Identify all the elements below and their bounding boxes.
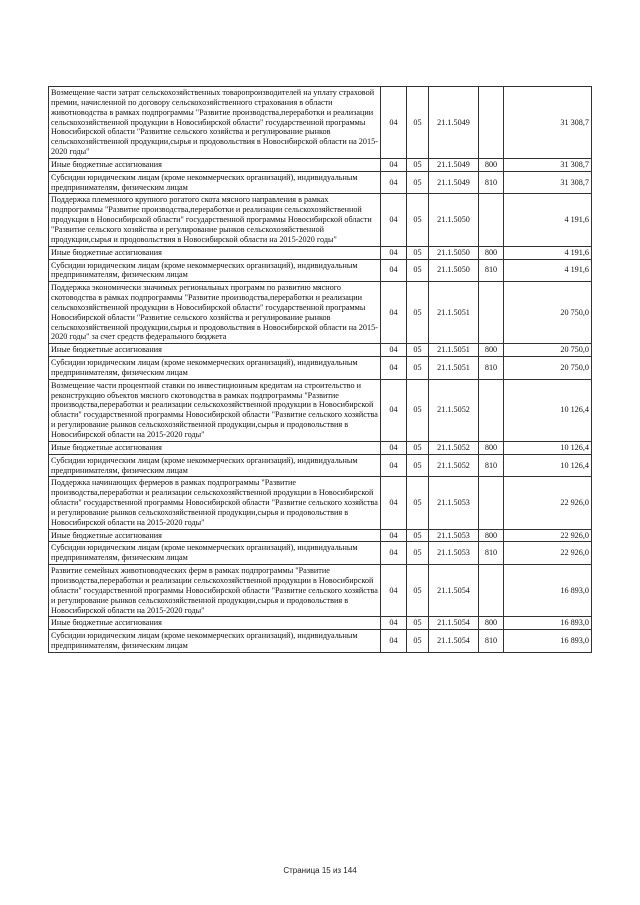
row-name-cell: Поддержка экономически значимых региональных программ по развитию мясного скотоводства в рамках подпрограммы "Развитие производства,переработки и реализации сельскохозяйственной продукции в Новосибирской области" государственной программы Новосибирской области "Развитие сельского хозяйства и регулирование рынков сельскохозяйственной продукции,сырья и продовольствия в Новосибирской области на 2015-2020 годы" за счет средств федерального бюджета xyxy=(49,282,381,344)
section-code-cell: 04 xyxy=(381,87,407,159)
target-item-cell: 21.1.5051 xyxy=(429,344,479,357)
row-name-cell: Субсидии юридическим лицам (кроме некоммерческих организаций), индивидуальным предпринимателям, физическим лицам xyxy=(49,259,381,282)
section-code-cell: 04 xyxy=(381,282,407,344)
amount-cell: 16 893,0 xyxy=(504,617,592,630)
table-row xyxy=(49,454,592,477)
target-item-cell: 21.1.5053 xyxy=(429,529,479,542)
row-name-cell: Субсидии юридическим лицам (кроме некоммерческих организаций), индивидуальным предпринимателям, физическим лицам xyxy=(49,357,381,380)
expense-type-cell xyxy=(479,87,504,159)
row-name-cell: Иные бюджетные ассигнования xyxy=(49,158,381,171)
target-item-cell: 21.1.5053 xyxy=(429,542,479,565)
section-code-cell: 04 xyxy=(381,477,407,529)
table-row xyxy=(49,357,592,380)
budget-table-body xyxy=(49,87,592,653)
section-code-cell: 04 xyxy=(381,529,407,542)
table-row xyxy=(49,344,592,357)
target-item-cell: 21.1.5054 xyxy=(429,617,479,630)
row-name-cell: Иные бюджетные ассигнования xyxy=(49,617,381,630)
subsection-code-cell: 05 xyxy=(407,282,429,344)
expense-type-cell: 810 xyxy=(479,357,504,380)
table-row xyxy=(49,529,592,542)
amount-cell: 4 191,6 xyxy=(504,246,592,259)
target-item-cell: 21.1.5050 xyxy=(429,246,479,259)
subsection-code-cell: 05 xyxy=(407,246,429,259)
amount-cell: 22 926,0 xyxy=(504,529,592,542)
subsection-code-cell: 05 xyxy=(407,194,429,246)
section-code-cell: 04 xyxy=(381,259,407,282)
row-name-cell: Иные бюджетные ассигнования xyxy=(49,246,381,259)
section-code-cell: 04 xyxy=(381,542,407,565)
target-item-cell: 21.1.5051 xyxy=(429,282,479,344)
amount-cell: 31 308,7 xyxy=(504,171,592,194)
amount-cell: 31 308,7 xyxy=(504,87,592,159)
expense-type-cell xyxy=(479,379,504,441)
table-row xyxy=(49,565,592,617)
section-code-cell: 04 xyxy=(381,171,407,194)
amount-cell: 31 308,7 xyxy=(504,158,592,171)
expense-type-cell: 800 xyxy=(479,617,504,630)
expense-type-cell: 800 xyxy=(479,246,504,259)
expense-type-cell: 810 xyxy=(479,454,504,477)
table-row xyxy=(49,617,592,630)
expense-type-cell xyxy=(479,282,504,344)
subsection-code-cell: 05 xyxy=(407,441,429,454)
table-row xyxy=(49,630,592,653)
target-item-cell: 21.1.5052 xyxy=(429,379,479,441)
subsection-code-cell: 05 xyxy=(407,344,429,357)
target-item-cell: 21.1.5054 xyxy=(429,565,479,617)
amount-cell: 20 750,0 xyxy=(504,344,592,357)
subsection-code-cell: 05 xyxy=(407,529,429,542)
subsection-code-cell: 05 xyxy=(407,87,429,159)
section-code-cell: 04 xyxy=(381,454,407,477)
expense-type-cell: 810 xyxy=(479,542,504,565)
target-item-cell: 21.1.5052 xyxy=(429,441,479,454)
target-item-cell: 21.1.5049 xyxy=(429,158,479,171)
table-row xyxy=(49,158,592,171)
row-name-cell: Субсидии юридическим лицам (кроме некоммерческих организаций), индивидуальным предпринимателям, физическим лицам xyxy=(49,171,381,194)
row-name-cell: Иные бюджетные ассигнования xyxy=(49,529,381,542)
section-code-cell: 04 xyxy=(381,357,407,380)
section-code-cell: 04 xyxy=(381,617,407,630)
subsection-code-cell: 05 xyxy=(407,379,429,441)
expense-type-cell xyxy=(479,477,504,529)
table-row xyxy=(49,246,592,259)
row-name-cell: Поддержка начинающих фермеров в рамках подпрограммы "Развитие производства,переработки и реализации сельскохозяйственной продукции в Новосибирской области" государственной программы Новосибирской области "Развитие сельского хозяйства и регулирование рынков сельскохозяйственной продукции,сырья и продовольствия в Новосибирской области на 2015-2020 годы" xyxy=(49,477,381,529)
section-code-cell: 04 xyxy=(381,194,407,246)
amount-cell: 4 191,6 xyxy=(504,259,592,282)
budget-table xyxy=(48,86,592,653)
amount-cell: 16 893,0 xyxy=(504,630,592,653)
target-item-cell: 21.1.5053 xyxy=(429,477,479,529)
subsection-code-cell: 05 xyxy=(407,477,429,529)
amount-cell: 22 926,0 xyxy=(504,542,592,565)
expense-type-cell xyxy=(479,194,504,246)
expense-type-cell: 810 xyxy=(479,171,504,194)
amount-cell: 10 126,4 xyxy=(504,454,592,477)
target-item-cell: 21.1.5054 xyxy=(429,630,479,653)
target-item-cell: 21.1.5050 xyxy=(429,259,479,282)
row-name-cell: Возмещение части процентной ставки по инвестиционным кредитам на строительство и реконструкцию объектов мясного скотоводства в рамках подпрограммы "Развитие производства,переработки и реализации сельскохозяйственной продукции в Новосибирской области" государственной программы Новосибирской области "Развитие сельского хозяйства и регулирование рынков сельскохозяйственной продукции,сырья и продовольствия в Новосибирской области на 2015-2020 годы" xyxy=(49,379,381,441)
table-row xyxy=(49,542,592,565)
row-name-cell: Субсидии юридическим лицам (кроме некоммерческих организаций), индивидуальным предпринимателям, физическим лицам xyxy=(49,630,381,653)
subsection-code-cell: 05 xyxy=(407,542,429,565)
expense-type-cell: 800 xyxy=(479,344,504,357)
table-row xyxy=(49,87,592,159)
table-row xyxy=(49,259,592,282)
section-code-cell: 04 xyxy=(381,630,407,653)
target-item-cell: 21.1.5050 xyxy=(429,194,479,246)
row-name-cell: Иные бюджетные ассигнования xyxy=(49,441,381,454)
amount-cell: 20 750,0 xyxy=(504,357,592,380)
section-code-cell: 04 xyxy=(381,441,407,454)
page-number: Страница 15 из 144 xyxy=(283,866,357,875)
target-item-cell: 21.1.5052 xyxy=(429,454,479,477)
section-code-cell: 04 xyxy=(381,565,407,617)
amount-cell: 4 191,6 xyxy=(504,194,592,246)
amount-cell: 10 126,4 xyxy=(504,441,592,454)
target-item-cell: 21.1.5049 xyxy=(429,87,479,159)
amount-cell: 20 750,0 xyxy=(504,282,592,344)
expense-type-cell: 810 xyxy=(479,259,504,282)
subsection-code-cell: 05 xyxy=(407,171,429,194)
target-item-cell: 21.1.5049 xyxy=(429,171,479,194)
row-name-cell: Развитие семейных животноводческих ферм в рамках подпрограммы "Развитие производства,переработки и реализации сельскохозяйственной продукции в Новосибирской области" государственной программы Новосибирской области "Развитие сельского хозяйства и регулирование рынков сельскохозяйственной продукции,сырья и продовольствия в Новосибирской области на 2015-2020 годы" xyxy=(49,565,381,617)
section-code-cell: 04 xyxy=(381,158,407,171)
section-code-cell: 04 xyxy=(381,379,407,441)
expense-type-cell: 800 xyxy=(479,158,504,171)
expense-type-cell: 800 xyxy=(479,441,504,454)
row-name-cell: Поддержка племенного крупного рогатого скота мясного направления в рамках подпрограммы "Развитие производства,переработки и реализации сельскохозяйственной продукции в Новосибирской области" государственной программы Новосибирской области "Развитие сельского хозяйства и регулирование рынков сельскохозяйственной продукции,сырья и продовольствия в Новосибирской области на 2015-2020 годы" xyxy=(49,194,381,246)
expense-type-cell xyxy=(479,565,504,617)
amount-cell: 10 126,4 xyxy=(504,379,592,441)
amount-cell: 16 893,0 xyxy=(504,565,592,617)
subsection-code-cell: 05 xyxy=(407,259,429,282)
expense-type-cell: 800 xyxy=(479,529,504,542)
subsection-code-cell: 05 xyxy=(407,565,429,617)
table-row xyxy=(49,379,592,441)
row-name-cell: Субсидии юридическим лицам (кроме некоммерческих организаций), индивидуальным предпринимателям, физическим лицам xyxy=(49,542,381,565)
section-code-cell: 04 xyxy=(381,344,407,357)
subsection-code-cell: 05 xyxy=(407,617,429,630)
amount-cell: 22 926,0 xyxy=(504,477,592,529)
expense-type-cell: 810 xyxy=(479,630,504,653)
row-name-cell: Возмещение части затрат сельскохозяйственных товаропроизводителей на уплату страховой премии, начисленной по договору сельскохозяйственного страхования в области животноводства в рамках подпрограммы "Развитие производства,переработки и реализации сельскохозяйственной продукции в Новосибирской области" государственной программы Новосибирской области "Развитие сельского хозяйства и регулирование рынков сельскохозяйственной продукции,сырья и продовольствия в Новосибирской области на 2015-2020 годы" xyxy=(49,87,381,159)
table-row xyxy=(49,171,592,194)
row-name-cell: Субсидии юридическим лицам (кроме некоммерческих организаций), индивидуальным предпринимателям, физическим лицам xyxy=(49,454,381,477)
table-row xyxy=(49,194,592,246)
row-name-cell: Иные бюджетные ассигнования xyxy=(49,344,381,357)
target-item-cell: 21.1.5051 xyxy=(429,357,479,380)
table-row xyxy=(49,477,592,529)
table-row xyxy=(49,441,592,454)
subsection-code-cell: 05 xyxy=(407,158,429,171)
table-row xyxy=(49,282,592,344)
subsection-code-cell: 05 xyxy=(407,454,429,477)
subsection-code-cell: 05 xyxy=(407,630,429,653)
subsection-code-cell: 05 xyxy=(407,357,429,380)
section-code-cell: 04 xyxy=(381,246,407,259)
